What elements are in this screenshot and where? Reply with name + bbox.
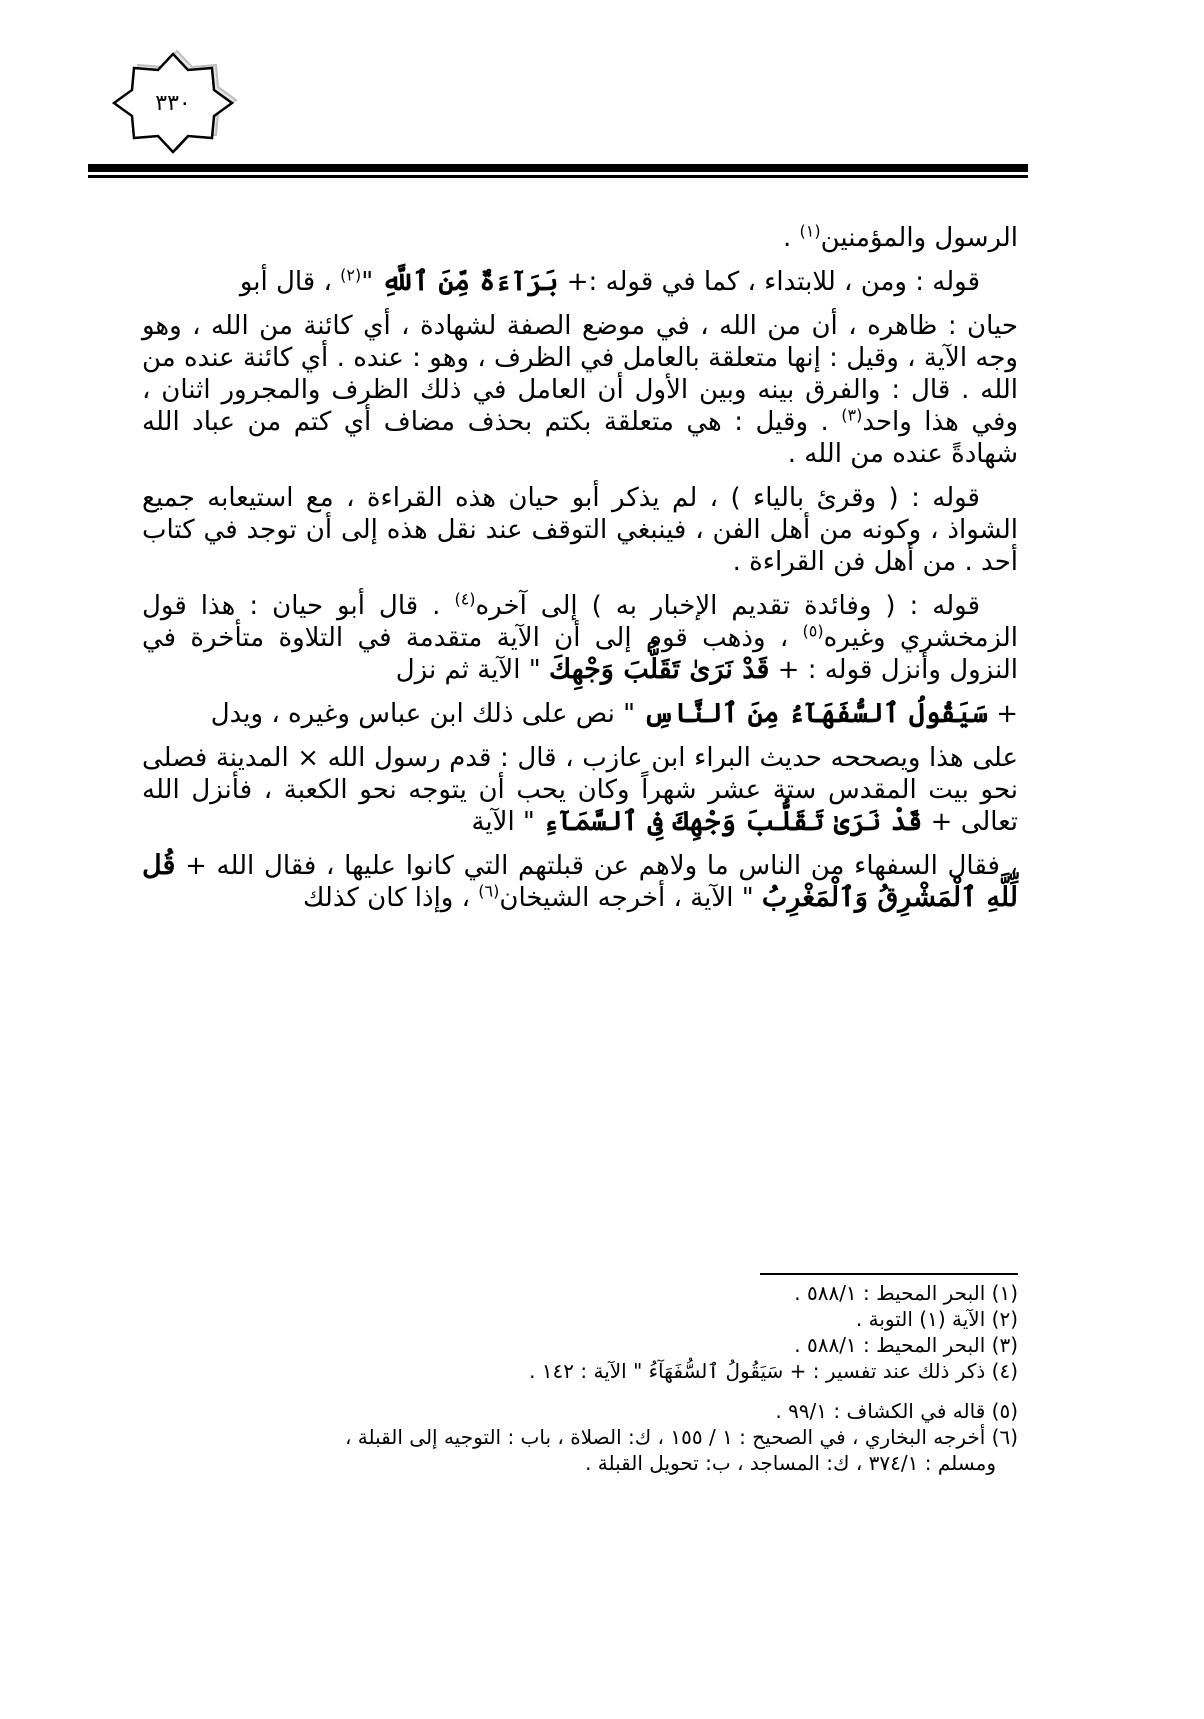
- paragraph-6: + سَيَقُولُ ٱلسُّفَهَآءُ مِنَ ٱلنَّاسِ " نص على ذلك ابن عباس وغيره ، ويدل: [210, 698, 1018, 729]
- quran-verse: قَدْ نَرَىٰ تَقَلُّبَ وَجْهِكَ: [548, 654, 770, 685]
- footnote-6-continuation: ومسلم : ٣٧٤/١ ، ك: المساجد ، ب: تحويل القبلة .: [585, 1451, 996, 1475]
- body-text: [142, 222, 1018, 926]
- paragraph-1: الرسول والمؤمنين$^{(١)}$ .: [782, 221, 1018, 253]
- footnote-2: (٢) الآية (١) التوبة .: [855, 1307, 1018, 1331]
- footnotes: [142, 1280, 1018, 1476]
- quran-verse: قَدْ نَرَىٰ تَقَلُّبَ وَجْهِكَ فِى ٱلسَّمَآءِ: [543, 806, 923, 837]
- paragraph-2: قوله : ومن ، للابتداء ، كما في قوله :+ بَرَآءَةٌ مِّنَ ٱللَّهِ "$^{(٢)}$ ، قال أبو: [239, 265, 980, 297]
- paragraph-5: قوله : ( وفائدة تقديم الإخبار به ) إلى آخره$^{(٤)}$ . قال أبو حيان : هذا قول الزمخشري وغيره$^{(٥)}$ ، وذهب قوم إلى أن الآية متقدمة في التلاوة متأخرة في النزول وأنزل قوله : + قَدْ نَرَىٰ تَقَلُّبَ وَجْهِكَ " الآية ثم نزل: [142, 589, 1018, 685]
- page-number: ٣٣٠: [155, 90, 191, 116]
- quran-verse: بَرَآءَةٌ مِّنَ ٱللَّهِ: [381, 266, 559, 297]
- header-rule-thin: [88, 175, 1028, 178]
- footnote-1: (١) البحر المحيط : ٥٨٨/١ .: [794, 1281, 1018, 1305]
- header-rule: [88, 164, 1028, 172]
- paragraph-8: ، فقال السفهاء من الناس ما ولاهم عن قبلتهم التي كانوا عليها ، فقال الله + قُل لِّلَّهِ ٱلْمَشْرِقُ وَٱلْمَغْرِبُ " الآية ، أخرجه الشيخان$^{(٦)}$ ، وإذا كان كذلك: [142, 850, 1018, 913]
- footnote-rule: [760, 1273, 1018, 1275]
- footnote-3: (٣) البحر المحيط : ٥٨٨/١ .: [794, 1333, 1018, 1357]
- footnote-6: (٦) أخرجه البخاري ، في الصحيح : ١ / ١٥٥ ، ك: الصلاة ، باب : التوجيه إلى القبلة ،: [344, 1425, 1018, 1449]
- quran-verse: قُل لِّلَّهِ ٱلْمَشْرِقُ وَٱلْمَغْرِبُ: [142, 850, 1018, 913]
- quran-verse: سَيَقُولُ ٱلسُّفَهَآءُ مِنَ ٱلنَّاسِ: [643, 698, 988, 729]
- footnote-5: (٥) قاله في الكشاف : ٩٩/١ .: [775, 1399, 1018, 1423]
- footnote-4: (٤) ذكر ذلك عند تفسير : + سَيَقُولُ ٱلسُّفَهَآءُ " الآية : ١٤٢ .: [529, 1359, 1018, 1383]
- paragraph-4: قوله : ( وقرئ بالياء ) ، لم يذكر أبو حيان هذه القراءة ، مع استيعابه جميع الشواذ ، وكونه من أهل الفن ، فينبغي التوقف عند نقل هذه إلى أن توجد في كتاب أحد . من أهل فن القراءة .: [142, 483, 1018, 577]
- paragraph-7: على هذا ويصححه حديث البراء ابن عازب ، قال : قدم رسول الله × المدينة فصلى نحو بيت المقدس ستة عشر شهراً وكان يحب أن يتوجه نحو الكعبة ، فأنزل الله تعالى + قَدْ نَرَىٰ تَقَلُّبَ وَجْهِكَ فِى ٱلسَّمَآءِ " الآية: [142, 743, 1018, 837]
- paragraph-3: حيان : ظاهره ، أن من الله ، في موضع الصفة لشهادة ، أي كائنة من الله ، وهو وجه الآية ، وقيل : إنها متعلقة بالعامل في الظرف ، وهو : عنده . أي كائنة عنده من الله . قال : والفرق بينه وبين الأول أن العامل في ذلك الظرف والمجرور اثنان ، وفي هذا واحد$^{(٣)}$ . وقيل : هي متعلقة بكتم بحذف مضاف أي كتم من عباد الله شهادةً عنده من الله .: [142, 311, 1019, 469]
- page-number-badge: [108, 48, 238, 158]
